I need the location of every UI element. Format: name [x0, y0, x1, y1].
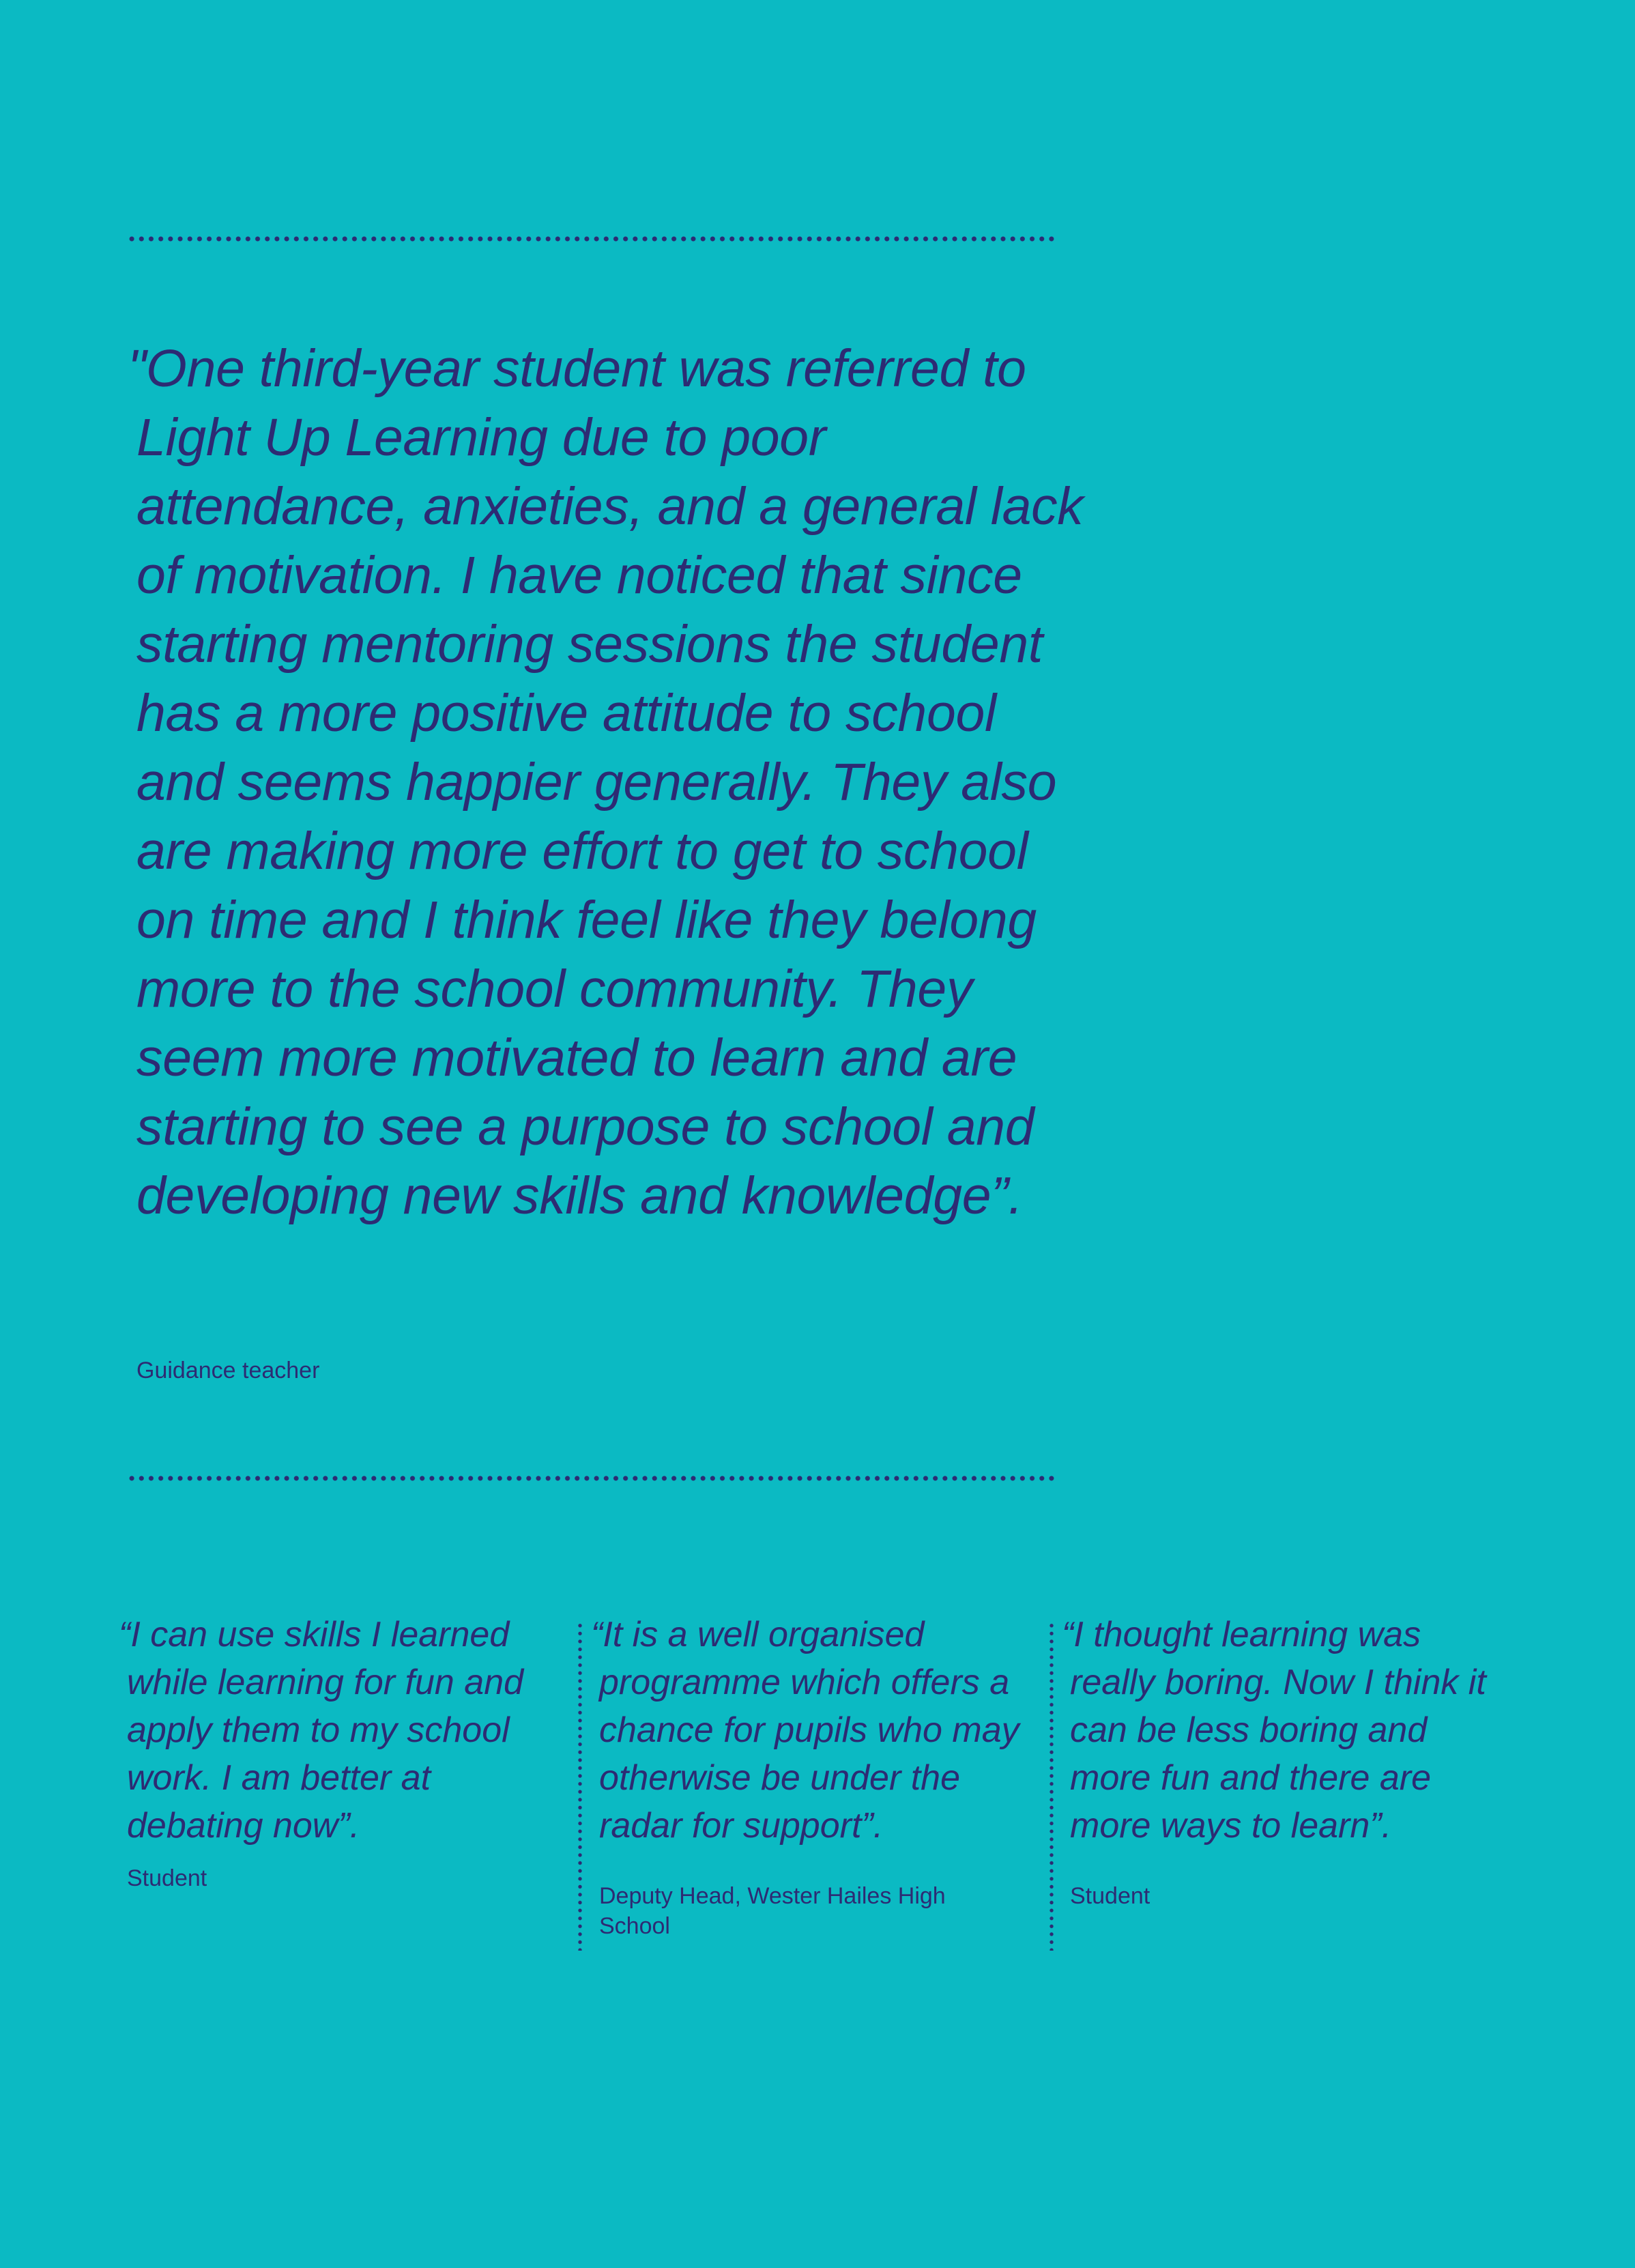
top-dotted-divider — [127, 235, 1056, 242]
column-dotted-divider — [578, 1622, 582, 1951]
testimonial-quote: “I thought learning was really boring. Now I think it can be less boring and more fun and there are more ways to learn”. — [1062, 1615, 1486, 1846]
column-dotted-divider — [1050, 1622, 1054, 1951]
main-testimonial-attribution: Guidance teacher — [136, 1358, 320, 1383]
testimonial-student-learning — [1062, 1611, 1512, 1911]
middle-dotted-divider — [127, 1475, 1056, 1482]
testimonial-quote: “It is a well organised programme which offers a chance for pupils who may otherwise be under the radar for support”. — [591, 1615, 1019, 1846]
main-testimonial-quote: "One third-year student was referred to Light Up Learning due to poor attendance, anxieties, and a general lack of motivation. I have noticed that since starting mentoring sessions the student has a more positive attitude to school and seems happier generally. They also are making more effort to get to school on time and I think feel like they belong more to the school community. They seem more motivated to learn and are starting to see a purpose to school and developing new skills and knowledge”. — [128, 339, 1084, 1225]
testimonial-attribution: Student — [1070, 1883, 1151, 1909]
testimonial-attribution: Student — [127, 1865, 207, 1891]
testimonial-attribution: Deputy Head, Wester Hailes High School — [599, 1883, 946, 1939]
testimonial-student-skills — [119, 1611, 569, 1893]
testimonial-quote: “I can use skills I learned while learning for fun and apply them to my school work. I am better at debating now”. — [119, 1615, 524, 1846]
testimonial-deputy-head — [591, 1611, 1041, 1941]
